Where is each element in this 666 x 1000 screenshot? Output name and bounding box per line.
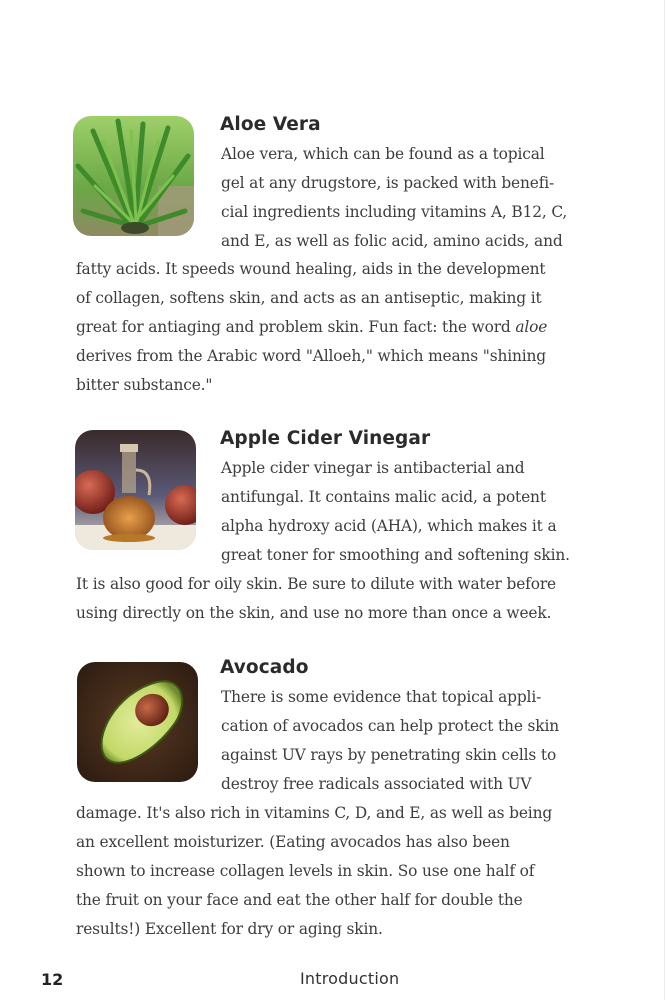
- page-number: 12: [41, 970, 64, 989]
- body-line: bitter substance.": [76, 376, 213, 394]
- page-edge: [664, 0, 665, 1000]
- body-line: the fruit on your face and eat the other half for double the: [76, 891, 523, 909]
- body-line: great toner for smoothing and softening skin.: [221, 546, 570, 564]
- italic-term: aloe: [515, 318, 548, 336]
- body-line: Aloe vera, which can be found as a topical: [221, 145, 545, 163]
- body-line-with-italic: [76, 318, 547, 336]
- body-line: results!) Excellent for dry or aging skin.: [76, 920, 383, 938]
- body-line: gel at any drugstore, is packed with benefi-: [221, 174, 555, 192]
- body-line: antifungal. It contains malic acid, a potent: [221, 488, 546, 506]
- entry-title: Avocado: [220, 657, 309, 678]
- entry-title: Apple Cider Vinegar: [220, 428, 431, 449]
- apple-cider-vinegar-image: [75, 430, 196, 550]
- body-line: using directly on the skin, and use no more than once a week.: [76, 604, 552, 622]
- body-line: damage. It's also rich in vitamins C, D, and E, as well as being: [76, 804, 553, 822]
- aloe-vera-image: [73, 116, 194, 236]
- body-line: fatty acids. It speeds wound healing, aids in the development: [76, 260, 546, 278]
- body-line: destroy free radicals associated with UV: [221, 775, 532, 793]
- body-line: of collagen, softens skin, and acts as an antiseptic, making it: [76, 289, 542, 307]
- body-line: an excellent moisturizer. (Eating avocados has also been: [76, 833, 510, 851]
- avocado-image: [77, 662, 198, 782]
- body-line: and E, as well as folic acid, amino acids, and: [221, 232, 563, 250]
- body-text: great for antiaging and problem skin. Fun fact: the word: [76, 318, 516, 336]
- body-line: cial ingredients including vitamins A, B12, C,: [221, 203, 568, 221]
- body-line: Apple cider vinegar is antibacterial and: [221, 459, 525, 477]
- body-line: shown to increase collagen levels in skin. So use one half of: [76, 862, 535, 880]
- body-line: alpha hydroxy acid (AHA), which makes it a: [221, 517, 557, 535]
- running-footer-section: Introduction: [300, 969, 400, 988]
- body-line: derives from the Arabic word "Alloeh," which means "shining: [76, 347, 546, 365]
- entry-title: Aloe Vera: [220, 114, 321, 135]
- body-line: It is also good for oily skin. Be sure to dilute with water before: [76, 575, 556, 593]
- body-line: cation of avocados can help protect the skin: [221, 717, 559, 735]
- body-line: against UV rays by penetrating skin cells to: [221, 746, 557, 764]
- body-line: There is some evidence that topical appli-: [221, 688, 542, 706]
